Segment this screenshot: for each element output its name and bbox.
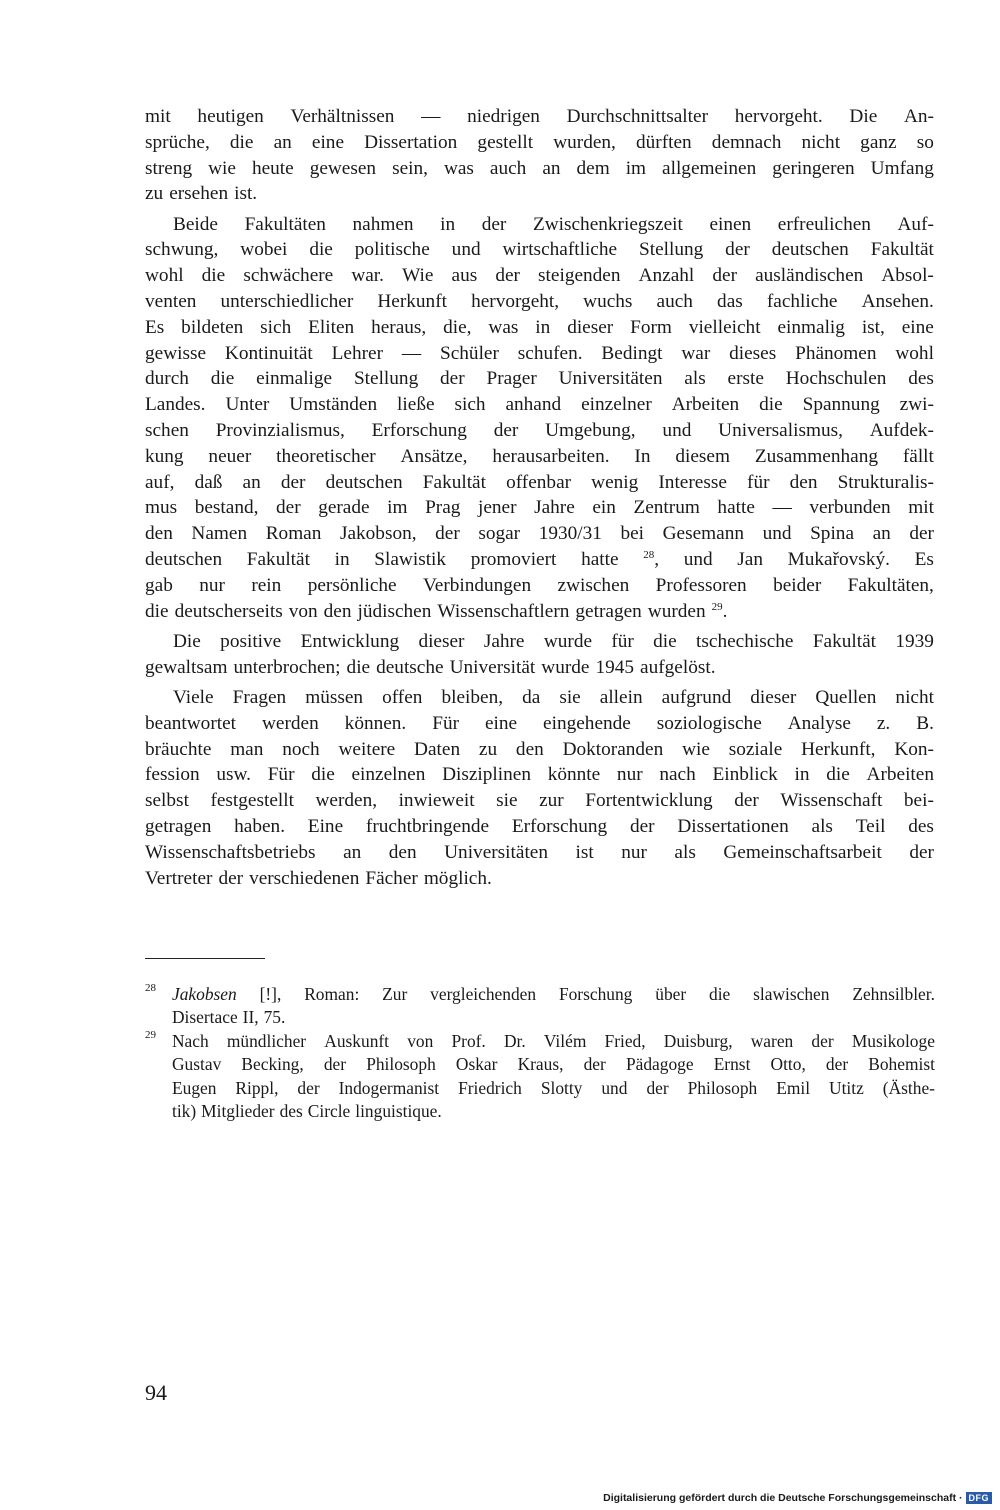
text-line: schwung, wobei die politische und wirtschaftliche Stellung der deutschen Fakultät xyxy=(145,239,934,261)
text-line: wohl die schwächere war. Wie aus der steigenden Anzahl der ausländischen Absol- xyxy=(145,265,934,287)
text-line: die deutscherseits von den jüdischen Wissenschaftlern getragen wurden $^{29}$. xyxy=(145,600,728,622)
text-line: zu ersehen ist. xyxy=(145,183,258,205)
footer-text: Digitalisierung gefördert durch die Deutsche Forschungsgemeinschaft · xyxy=(603,1492,963,1504)
text-line: beantwortet werden können. Für eine eingehende soziologische Analyse z. B. xyxy=(145,712,934,734)
text-line: sprüche, die an eine Dissertation gestellt wurden, dürften demnach nicht ganz so xyxy=(145,131,934,153)
text-line: den Namen Roman Jakobson, der sogar 1930/31 bei Gesemann und Spina an der xyxy=(145,523,934,545)
text-line: gab nur rein persönliche Verbindungen zwischen Professoren beider Fakultäten, xyxy=(145,574,934,596)
body-text xyxy=(145,104,934,891)
text-line: auf, daß an der deutschen Fakultät offenbar wenig Interesse für den Strukturalis- xyxy=(145,471,934,493)
text-line: Beide Fakultäten nahmen in der Zwischenkriegszeit einen erfreulichen Auf- xyxy=(173,213,934,235)
text-line: streng wie heute gewesen sein, was auch an dem im allgemeinen geringeren Umfang xyxy=(145,157,934,179)
text-line: gewaltsam unterbrochen; die deutsche Universität wurde 1945 aufgelöst. xyxy=(145,656,716,678)
text-line: mit heutigen Verhältnissen — niedrigen Durchschnittsalter hervorgeht. Die An- xyxy=(145,106,934,127)
footnote-marker xyxy=(145,1094,172,1117)
text-line: gewisse Kontinuität Lehrer — Schüler schufen. Bedingt war dieses Phänomen wohl xyxy=(145,342,934,364)
text-line: venten unterschiedlicher Herkunft hervorgeht, wuchs auch das fachliche Ansehen. xyxy=(145,291,934,313)
footnote-line: tik) Mitglieder des Circle linguistique. xyxy=(145,1100,935,1123)
footnote-marker xyxy=(145,1047,172,1070)
footnotes xyxy=(145,983,935,1123)
page-number: 94 xyxy=(145,1380,167,1405)
text-line: Landes. Unter Umständen ließe sich anhand einzelner Arbeiten die Spannung zwi- xyxy=(145,394,934,416)
text-line: schen Provinzialismus, Erforschung der Umgebung, und Universalismus, Aufdek- xyxy=(145,420,934,442)
text-line: durch die einmalige Stellung der Prager Universitäten als erste Hochschulen des xyxy=(145,368,934,390)
dfg-logo: DFG xyxy=(966,1492,993,1504)
text-line: mus bestand, der gerade im Prag jener Jahre ein Zentrum hatte — verbunden mit xyxy=(145,497,934,519)
footnote-line: 28 Jakobsen [!], Roman: Zur vergleichenden Forschung über die slawischen Zehnsilbler. xyxy=(145,983,935,1006)
text-line: Es bildeten sich Eliten heraus, die, was in dieser Form vielleicht einmalig ist, eine xyxy=(145,316,934,338)
text-line: Vertreter der verschiedenen Fächer möglich. xyxy=(145,867,492,889)
footnote-rule xyxy=(145,958,265,959)
text-line: selbst festgestellt werden, inwieweit sie zur Fortentwicklung der Wissenschaft bei- xyxy=(145,790,934,812)
text-line: deutschen Fakultät in Slawistik promoviert hatte $^{28}$, und Jan Mukařovský. Es xyxy=(145,549,934,571)
text-line: fession usw. Für die einzelnen Disziplinen könnte nur nach Einblick in die Arbeiten xyxy=(145,764,934,786)
footnote-line: 29 Nach mündlicher Auskunft von Prof. Dr. Vilém Fried, Duisburg, waren der Musikologe xyxy=(145,1030,935,1053)
text-line: Wissenschaftsbetriebs an den Universitäten ist nur als Gemeinschaftsarbeit der xyxy=(145,841,934,863)
footnote-marker: 28 xyxy=(145,982,156,994)
text-line: Die positive Entwicklung dieser Jahre wurde für die tschechische Fakultät 1939 xyxy=(173,630,934,652)
text-line: getragen haben. Eine fruchtbringende Erforschung der Dissertationen als Teil des xyxy=(145,816,934,838)
text-line: bräuchte man noch weitere Daten zu den Doktoranden wie soziale Herkunft, Kon- xyxy=(145,738,934,760)
footnote-line: Gustav Becking, der Philosoph Oskar Kraus, der Pädagoge Ernst Otto, der Bohemist xyxy=(145,1053,935,1076)
digitization-footer xyxy=(603,1492,992,1504)
footnote-marker: 29 xyxy=(145,1028,156,1041)
footnote-marker xyxy=(145,1071,172,1094)
footnote-line: Disertace II, 75. xyxy=(145,1006,935,1029)
text-line: kung neuer theoretischer Ansätze, herausarbeiten. In diesem Zusammenhang fällt xyxy=(145,445,934,467)
text-line: Viele Fragen müssen offen bleiben, da sie allein aufgrund dieser Quellen nicht xyxy=(173,687,934,709)
footnote-marker xyxy=(145,1000,172,1023)
footnote-line: Eugen Rippl, der Indogermanist Friedrich Slotty und der Philosoph Emil Utitz (Ästhe- xyxy=(145,1077,935,1100)
